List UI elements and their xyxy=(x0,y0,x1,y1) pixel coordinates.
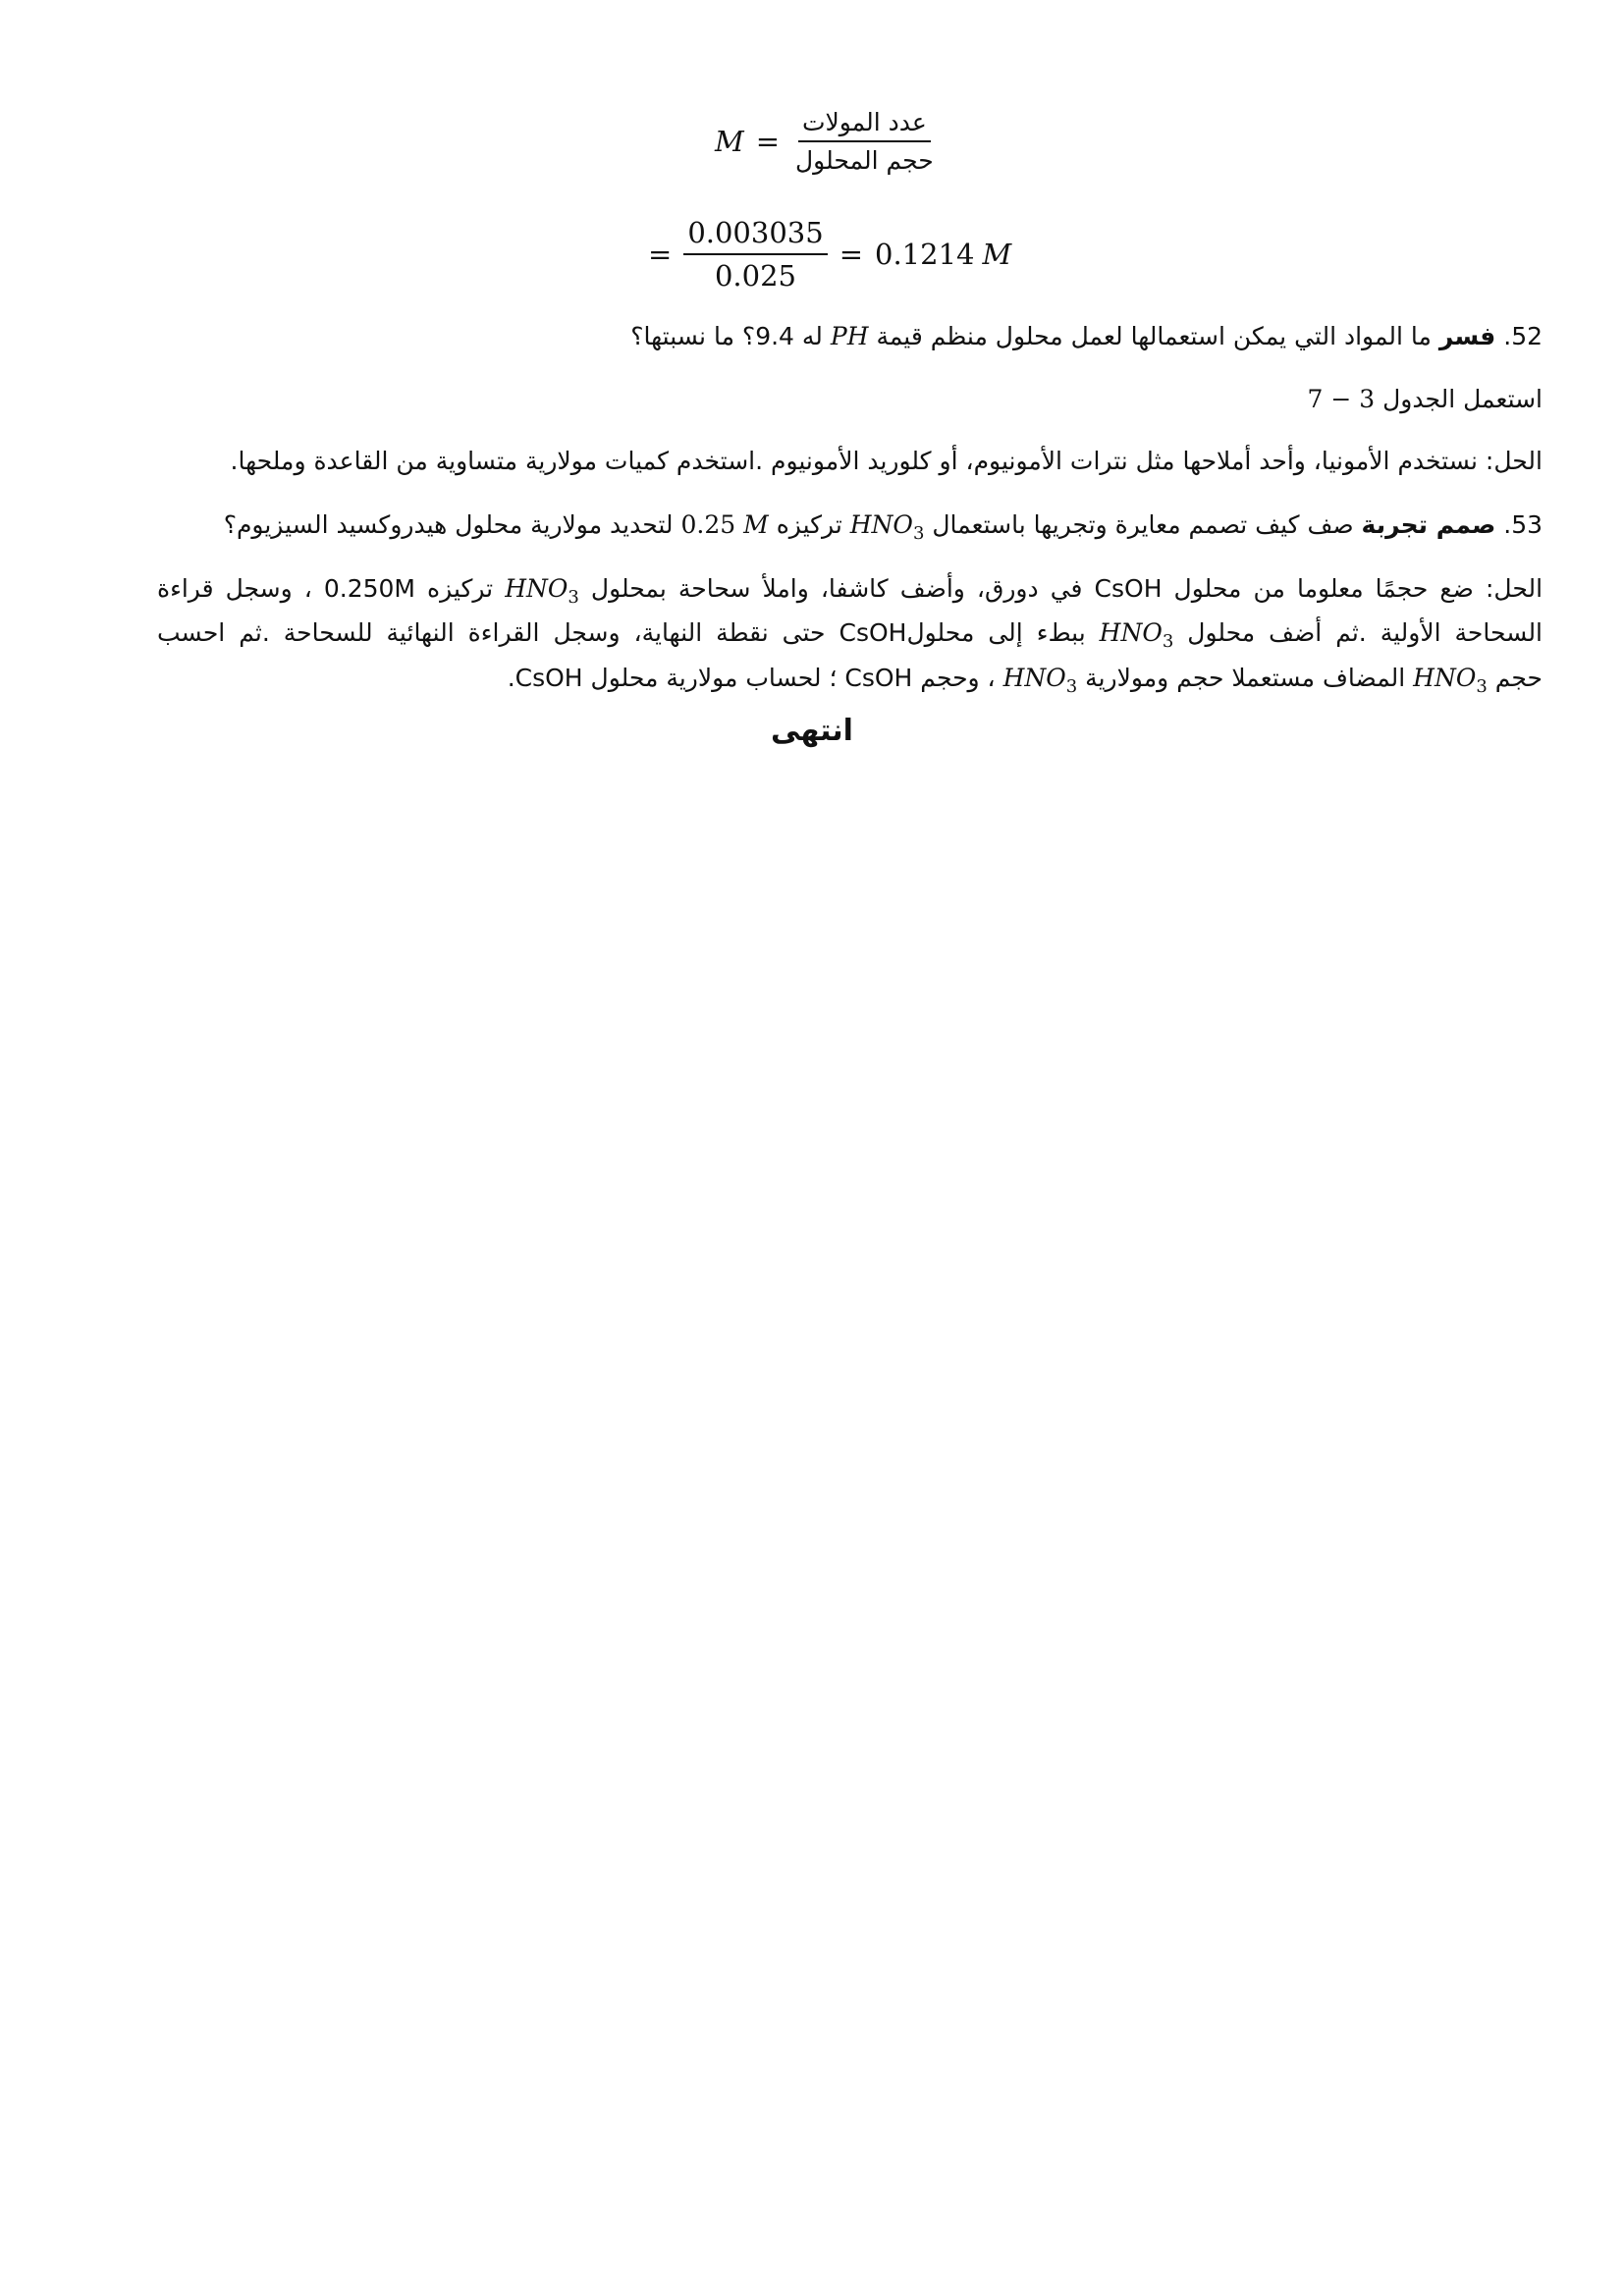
question-52 xyxy=(630,322,1543,350)
concentration-value: 0.25 xyxy=(680,510,736,539)
acid-symbol: HNO xyxy=(1099,618,1163,647)
calculation-fraction xyxy=(683,216,827,293)
question-53-solution-line-1 xyxy=(157,574,1543,608)
question-text: ما المواد التي يمكن استعمالها لعمل محلول منظم قيمة xyxy=(876,322,1432,350)
solution-text: الحل: ضع حجمًا معلوما من محلول CsOH في دورق، وأضف كاشفا، واملأ سحاحة بمحلول xyxy=(590,574,1543,603)
molarity-formula xyxy=(715,108,938,175)
ph-symbol: PH xyxy=(830,322,869,350)
question-text: له 9.4؟ ما نسبتها؟ xyxy=(630,322,823,350)
question-verb: صمم تجربة xyxy=(1361,510,1496,539)
solution-text: المضاف مستعملا حجم ومولارية xyxy=(1085,664,1406,692)
solution-text: ببطء إلى محلولCsOH حتى نقطة النهاية، وسجل القراءة النهائية للسحاحة .ثم احسب xyxy=(157,618,1086,647)
nitric-acid-formula xyxy=(505,574,579,608)
table-reference: 7 − 3 xyxy=(1307,385,1376,413)
acid-subscript: 3 xyxy=(1162,631,1174,652)
acid-symbol: HNO xyxy=(849,510,913,539)
question-53-solution-line-3 xyxy=(508,664,1543,697)
question-52-hint xyxy=(1308,385,1543,413)
question-52-solution: الحل: نستخدم الأمونيا، وأحد أملاحها مثل نترات الأمونيوم، أو كلوريد الأمونيوم .استخدم كميات مولارية متساوية من القاعدة وملحها. xyxy=(230,447,1543,475)
nitric-acid-formula xyxy=(850,510,925,544)
equals-sign: = xyxy=(648,238,673,271)
question-53 xyxy=(224,510,1543,544)
question-text: تركيزه xyxy=(776,510,842,539)
fraction-denominator: 0.025 xyxy=(714,259,797,293)
concentration-unit: M xyxy=(743,510,769,539)
solution-text: السحاحة الأولية .ثم أضف محلول xyxy=(1187,618,1543,647)
nitric-acid-formula xyxy=(1413,664,1488,697)
question-number: 52. xyxy=(1503,322,1543,350)
calculation-result: 0.1214 xyxy=(875,238,975,271)
end-marker: انتهى xyxy=(771,714,853,748)
concentration xyxy=(681,510,769,539)
question-number: 53. xyxy=(1503,510,1543,539)
acid-subscript: 3 xyxy=(1065,676,1078,697)
result-unit: M xyxy=(982,238,1012,271)
acid-symbol: HNO xyxy=(1413,664,1477,692)
acid-subscript: 3 xyxy=(568,587,579,608)
fraction-numerator: 0.003035 xyxy=(683,216,827,255)
acid-symbol: HNO xyxy=(505,574,568,603)
solution-text: ، وحجم CsOH ؛ لحساب مولارية محلول CsOH. xyxy=(507,664,996,692)
fraction-numerator: عدد المولات xyxy=(798,108,931,142)
equals-sign: = xyxy=(755,125,781,158)
question-53-solution-line-2 xyxy=(157,618,1543,652)
acid-subscript: 3 xyxy=(912,523,925,544)
molarity-calculation xyxy=(648,216,1011,293)
fraction-denominator: حجم المحلول xyxy=(795,146,934,175)
question-verb: فسر xyxy=(1438,322,1496,350)
molarity-symbol: M xyxy=(715,125,744,158)
acid-subscript: 3 xyxy=(1476,676,1488,697)
question-text: صف كيف تصمم معايرة وتجريها باستعمال xyxy=(932,510,1354,539)
nitric-acid-formula xyxy=(1003,664,1078,697)
solution-text: حجم xyxy=(1494,664,1543,692)
nitric-acid-formula xyxy=(1100,618,1174,652)
solution-text: تركيزه 0.250M ، وسجل قراءة xyxy=(157,574,494,603)
equals-sign: = xyxy=(839,238,863,271)
hint-label: استعمل الجدول xyxy=(1382,385,1543,413)
molarity-fraction xyxy=(791,108,938,175)
acid-symbol: HNO xyxy=(1002,664,1066,692)
question-text: لتحديد مولارية محلول هيدروكسيد السيزيوم؟ xyxy=(223,510,674,539)
